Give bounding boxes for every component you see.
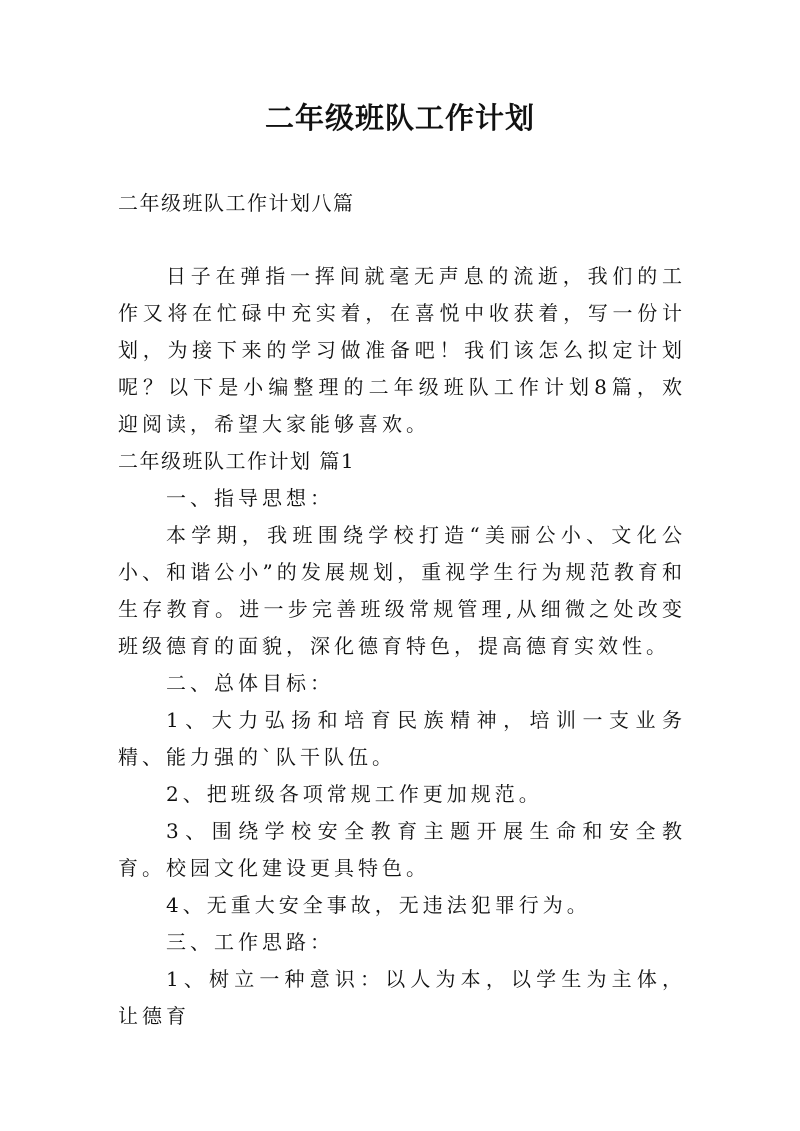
- document-body: [118, 258, 686, 1035]
- heading-guiding-thought: 一、指导思想：: [166, 486, 334, 510]
- heading-overall-goals: 二、总体目标：: [166, 671, 334, 695]
- goal-item-4: 4、无重大安全事故，无违法犯罪行为。: [166, 893, 591, 917]
- page-title: 二年级班队工作计划: [264, 101, 535, 135]
- paragraph-guiding-thought: 本学期，我班围绕学校打造“美丽公小、文化公小、和谐公小”的发展规划，重视学生行为规范教育和生存教育。进一步完善班级常规管理,从细微之处改变班级德育的面貌，深化德育特色，提高德育实效性。: [118, 523, 686, 658]
- goal-item-3: 3、围绕学校安全教育主题开展生命和安全教育。校园文化建设更具特色。: [118, 819, 686, 880]
- goal-item-2: 2、把班级各项常规工作更加规范。: [166, 782, 543, 806]
- heading-work-approach: 三、工作思路：: [166, 930, 334, 954]
- section-heading-part1: 二年级班队工作计划 篇1: [118, 449, 356, 473]
- document-subtitle: 二年级班队工作计划八篇: [118, 191, 355, 215]
- approach-item-1: 1、树立一种意识：以人为本，以学生为主体，让德育: [118, 967, 686, 1028]
- goal-item-1: 1、大力弘扬和培育民族精神，培训一支业务精、能力强的`队干队伍。: [118, 708, 686, 769]
- intro-paragraph: 日子在弹指一挥间就毫无声息的流逝，我们的工作又将在忙碌中充实着，在喜悦中收获着，写一份计划，为接下来的学习做准备吧！我们该怎么拟定计划呢？以下是小编整理的二年级班队工作计划8篇，欢迎阅读，希望大家能够喜欢。: [118, 264, 686, 436]
